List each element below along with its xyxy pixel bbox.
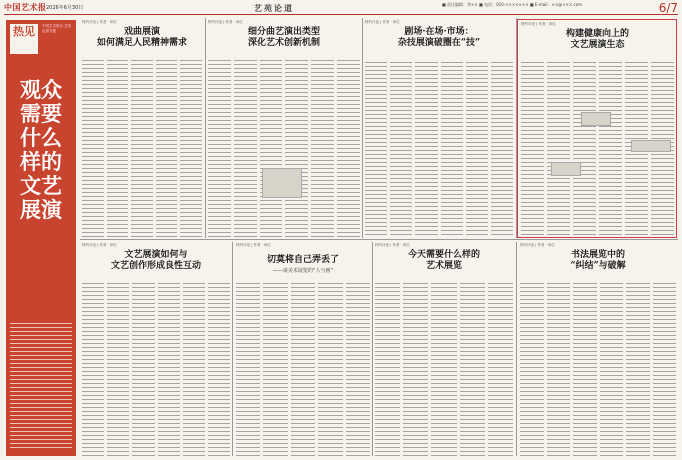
article-byline: 特约评论 | 作者 · 单位	[82, 243, 117, 247]
article-headline: 细分曲艺演出类型 深化艺术创新机制	[247, 27, 320, 48]
article-headline: 今天需要什么样的 艺术展览	[407, 250, 480, 271]
article-headline: 文艺展演如何与 文艺创作形成良性互动	[110, 250, 201, 271]
article-byline: 特约评论 | 作者 · 单位	[365, 20, 400, 24]
article-byline: 特约评论 | 作者 · 单位	[375, 243, 410, 247]
article-calligraphy-exhibition	[520, 243, 676, 456]
column-divider	[372, 242, 373, 456]
article-acrobatics	[365, 20, 513, 237]
article-byline: 特约评论 | 作者 · 单位	[521, 22, 556, 26]
feature-title: 观众需要什么样的文艺展演	[20, 77, 62, 222]
subheading-box	[581, 112, 611, 126]
column-logo: 热见	[10, 24, 38, 54]
column-divider	[205, 18, 206, 238]
section-title: 艺苑论道	[254, 3, 294, 13]
article-byline: 特约评论 | 作者 · 单位	[520, 243, 555, 247]
article-subtitle: ——谈美术展览的“人与画”	[272, 268, 334, 274]
article-art-exhibition-self	[236, 243, 370, 456]
column-subtitle: 中国艺术报社·艺苑论道专题	[42, 24, 72, 33]
article-headline: 构建健康向上的 文艺展演生态	[565, 29, 629, 50]
masthead	[4, 2, 678, 15]
subheading-box	[551, 162, 581, 176]
column-divider	[232, 242, 233, 456]
subheading-box	[631, 140, 671, 152]
issue-date: 2026年6月30日	[46, 5, 84, 11]
column-divider	[516, 242, 517, 456]
article-headline: 剧场·在场·市场： 杂技展演破圈在“技”	[397, 27, 481, 48]
article-headline: 切莫将自己弄丢了	[266, 255, 339, 265]
article-headline: 书法展览中的 “纠结”与破解	[570, 250, 626, 271]
column-divider	[362, 18, 363, 238]
article-headline: 戏曲展演 如何满足人民精神需求	[96, 27, 187, 48]
article-opera-showcase	[82, 20, 202, 237]
article-byline: 特约评论 | 作者 · 单位	[236, 243, 271, 247]
editor-info: ■ 责任编辑：李×× ■ 电话：010-××××××× ■ E-mail：××@×××.com	[442, 2, 583, 7]
article-quyi-performance	[208, 20, 360, 237]
article-byline: 特约评论 | 作者 · 单位	[208, 20, 243, 24]
article-art-exhibition-today	[375, 243, 513, 456]
newspaper-logo: 中国艺术报	[4, 2, 47, 12]
pull-quote-box	[262, 168, 302, 198]
row-divider	[80, 239, 678, 240]
page-number: 6/7	[658, 1, 678, 15]
article-healthy-ecosystem	[521, 22, 674, 235]
article-creation-interaction	[82, 243, 230, 456]
feature-banner	[6, 20, 76, 456]
article-byline: 特约评论 | 作者 · 单位	[82, 20, 117, 24]
banner-intro-text	[8, 320, 74, 452]
